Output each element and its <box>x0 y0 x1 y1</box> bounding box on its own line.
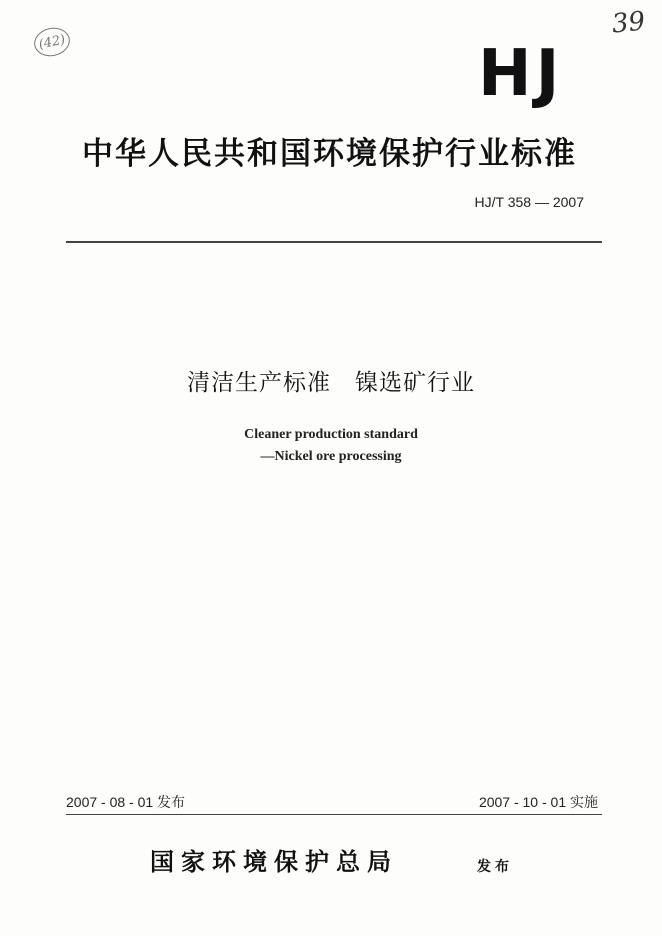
hj-logo: HJ <box>478 37 564 111</box>
publish-date: 2007 - 08 - 01 发布 <box>66 794 186 810</box>
document-title-zh: 清洁生产标准 镍选矿行业 <box>187 370 475 396</box>
standard-number: HJ/T 358 — 2007 <box>474 194 584 210</box>
title-en-line2: —Nickel ore processing <box>260 449 402 464</box>
effective-date: 2007 - 10 - 01 实施 <box>478 794 598 810</box>
circled-note: (42) <box>31 25 72 60</box>
footer-divider <box>66 814 602 815</box>
handwritten-page-number: 39 <box>610 6 647 40</box>
issued-label: 发布 <box>477 859 513 875</box>
issuing-authority: 国家环境保护总局 <box>150 847 398 876</box>
header-divider <box>66 241 602 243</box>
standard-classification: 中华人民共和国环境保护行业标准 <box>82 136 577 172</box>
document-title-en <box>0 424 662 468</box>
title-en-line1: Cleaner production standard <box>244 427 418 442</box>
